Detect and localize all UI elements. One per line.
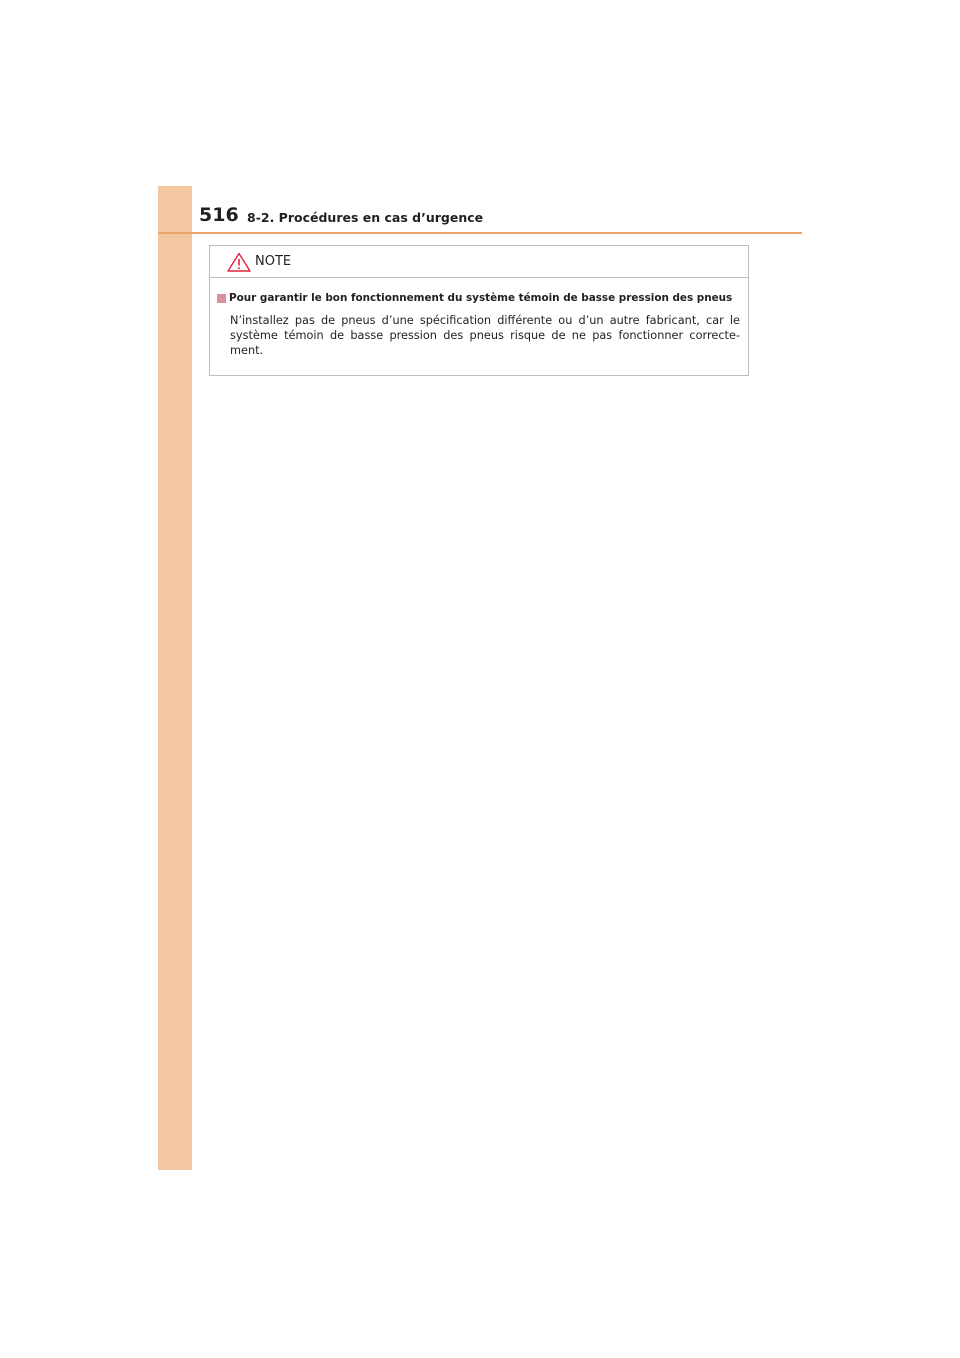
page-number: 516 [199, 204, 239, 226]
note-body-line: ment. [230, 344, 264, 357]
note-box [209, 245, 749, 376]
bullet-square-icon [217, 294, 226, 303]
note-label: NOTE [255, 254, 292, 269]
warning-triangle-icon [227, 252, 251, 272]
note-body [230, 313, 740, 358]
chapter-side-band [158, 186, 192, 1170]
note-header [210, 246, 748, 278]
header-rule [158, 232, 802, 234]
section-title: 8-2. Procédures en cas d’urgence [247, 210, 484, 225]
note-body-line: système témoin de basse pression des pneus risque de ne pas fonctionner correcte- [230, 329, 740, 342]
note-heading: Pour garantir le bon fonctionnement du système témoin de basse pression des pneus [229, 292, 733, 304]
note-body-line: N’installez pas de pneus d’une spécification différente ou d’un autre fabricant, car le [230, 314, 740, 327]
